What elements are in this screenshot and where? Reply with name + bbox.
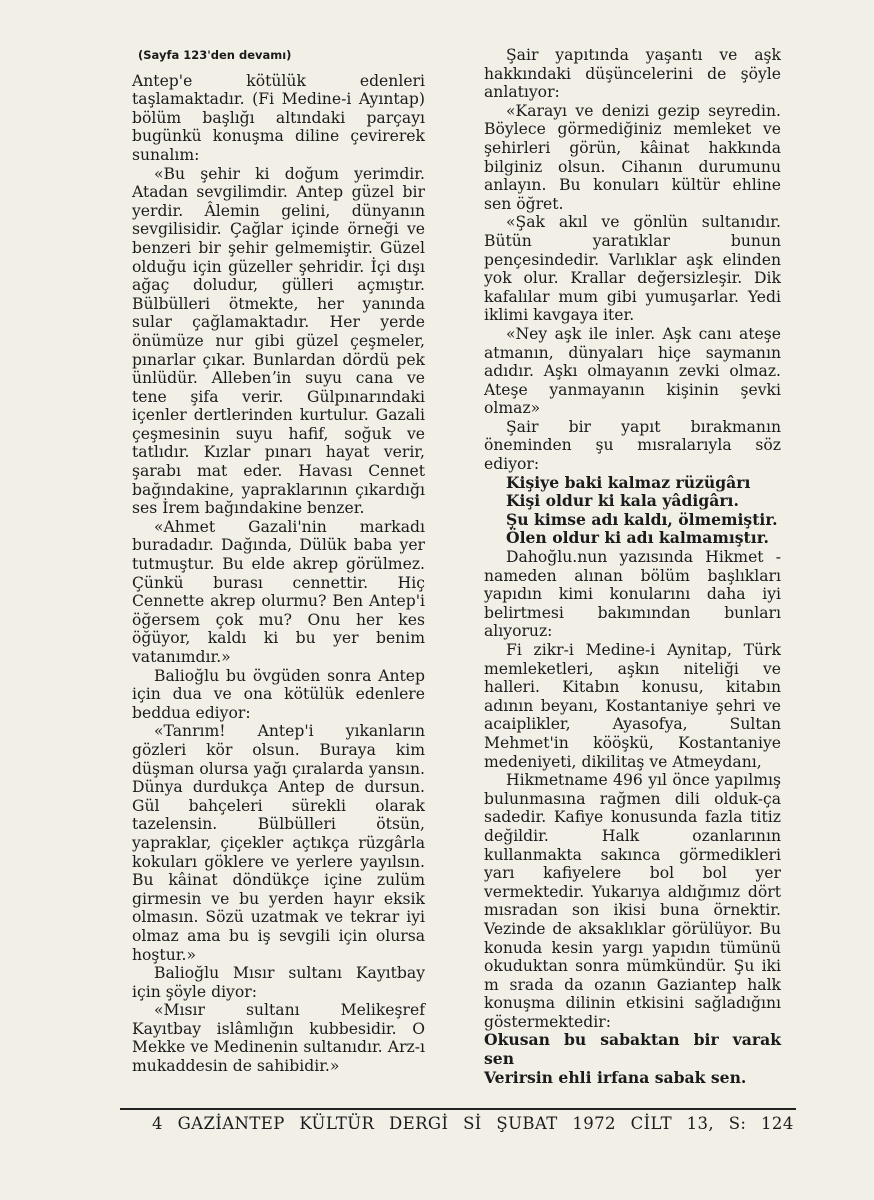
paragraph: Şair yapıtında yaşantı ve aşk hakkındaki düşüncelerini de şöyle anlatıyor:: [484, 46, 781, 102]
volume: CİLT 13,: [630, 1114, 715, 1133]
paragraph: «Mısır sultanı Melikeşref Kayıtbay islâmlığın kubbesidir. O Mekke ve Medinenin sultanıdır. Arz-ı mukaddesin de sahibidir.»: [132, 1001, 425, 1076]
left-column: [132, 46, 425, 1076]
page-number: 4: [152, 1114, 163, 1133]
paragraph: Dahoğlu.nun yazısında Hikmet - nameden alınan bölüm başlıkları yapıdın kimi konularını daha iyi belirtmesi bakımından bunları alıyoruz:: [484, 548, 781, 641]
paragraph: Antep'e kötülük edenleri taşlamaktadır. (Fi Medine-i Ayıntap) bölüm başlığı altındaki parçayı bugünkü konuşma diline çevirerek sunalım:: [132, 71, 425, 164]
right-column-body: [484, 46, 781, 1087]
paragraph: «Ahmet Gazali'nin markadı buradadır. Dağında, Dülük baba yer tutmuştur. Bu elde akrep görülmez. Çünkü burası cennettir. Hiç Cennette akrep olurmu? Ben Antep'i öğersem çok mu? Onu her kes öğüyor, kaldı ki bu yer benim vatanımdır.»: [132, 517, 425, 666]
continuation-note: (Sayfa 123'den devamı): [138, 48, 292, 62]
verse-line: Kişiye baki kalmaz rüzügârı: [506, 472, 751, 492]
paragraph: Şair bir yapıt bırakmanın öneminden şu mısralarıyla söz ediyor:: [484, 417, 781, 474]
verse-line: Okusan bu sabaktan bir varak sen: [484, 1030, 781, 1069]
magazine-title: GAZİANTEP KÜLTÜR DERGİ Sİ: [177, 1114, 482, 1133]
paragraph: «Bu şehir ki doğum yerimdir. Atadan sevgilimdir. Antep güzel bir yerdir. Âlemin gelini, dünyanın sevgilisidir. Çağlar içinde örneği ve benzeri bir şehir gelmemiştir. Güzel olduğu için güzeller şehridir. İçi dışı ağaç doludur, gülleri açmıştır. Bülbülleri ötmekte, her yanında sular çağlamaktadır. Her yerde önümüze nur gibi güzel çeşmeler, pınarlar çıkar. Bunlardan dördü pek ünlüdür. Allebenʼin suyu cana ve tene şifa verir. Gülpınarındaki içenler dertlerinden kurtulur. Gazali çeşmesinin suyu hafif, soğuk ve tatlıdır. Kızlar pınarı hayat verir, şarabı mat eder. Havası Cennet bağındakine, yapraklarının çıkardığı ses İrem bağındakine benzer.: [132, 164, 425, 518]
footer-rule: [120, 1108, 796, 1110]
paragraph: «Ney aşk ile inler. Aşk canı ateşe atmanın, dünyaları hiçe saymanın adıdır. Aşkı olmayanın zevki olmaz. Ateşe yanmayanın kişinin şevki olmaz»: [484, 324, 781, 418]
paragraph: Balioğlu Mısır sultanı Kayıtbay için şöyle diyor:: [132, 964, 425, 1001]
verse-line: Şu kimse adı kaldı, ölmemiştir.: [506, 509, 778, 529]
paragraph: Hikmetname 496 yıl önce yapılmış bulunmasına rağmen dili olduk-ça sadedir. Kafiye konusunda fazla titiz değildir. Halk ozanlarının kullanmakta sakınca görmedikleri yarı kafiyelere bol bol yer vermektedir. Yukarıya aldığımız dört mısradan son ikisi buna örnektir. Vezinde de aksaklıklar görülüyor. Bu konuda kesin yargı yapıdın tümünü okuduktan sonra mümkündür. Şu iki m srada da ozanın Gaziantep halk konuşma dilinin etkisini sağladığını göstermektedir:: [484, 771, 781, 1031]
paragraph: «Karayı ve denizi gezip seyredin. Böylece görmediğiniz memleket ve şehirleri görün, kâinat hakkında bilginiz olsun. Cihanın durumunu anlayın. Bu konuları kültür ehline sen öğret.: [484, 101, 781, 213]
right-column: [484, 46, 781, 1087]
paragraph: Fi zikr-i Medine-i Aynitap, Türk memleketleri, aşkın niteliği ve halleri. Kitabın konusu, kitabın adının beyanı, Kostantaniye şehri ve acaiplikler, Ayasofya, Sultan Mehmet'in kööşkü, Kostantaniye medeniyeti, dikilitaş ve Atmeydanı,: [484, 641, 781, 771]
left-column-body: [132, 72, 425, 1076]
verse-line: Kişi oldur ki kala yâdigârı.: [506, 491, 739, 511]
issue-number: S: 124: [728, 1114, 794, 1133]
verse-line: Verirsin ehli irfana sabak sen.: [484, 1067, 747, 1087]
paragraph: «Tanrım! Antep'i yıkanların gözleri kör olsun. Buraya kim düşman olursa yağı çıralarda yansın. Dünya durdukça Antep de dursun. Gül bahçeleri sürekli olarak tazelensin. Bülbülleri ötsün, yapraklar, çiçekler açtıkça rüzgârla kokuları göklere ve yerlere yayılsın. Bu kâinat döndükçe içine zulüm girmesin ve bu yerden hayır eksik olmasın. Sözü uzatmak ve tekrar iyi olmaz ama bu iş sevgili için olursa hoştur.»: [132, 722, 425, 964]
paragraph: «Şak akıl ve gönlün sultanıdır. Bütün yaratıklar bunun pençesindedir. Varlıklar aşk elinden yok olur. Krallar değersizleşir. Dik kafalılar mum gibi yumuşarlar. Yedi iklimi kavgaya iter.: [484, 213, 781, 325]
page-footer: [152, 1114, 792, 1133]
verse-line: Ölen oldur ki adı kalmamıştır.: [506, 528, 769, 548]
issue-date: ŞUBAT 1972: [496, 1114, 616, 1133]
paragraph: Balioğlu bu övgüden sonra Antep için dua ve ona kötülük edenlere beddua ediyor:: [132, 666, 425, 722]
